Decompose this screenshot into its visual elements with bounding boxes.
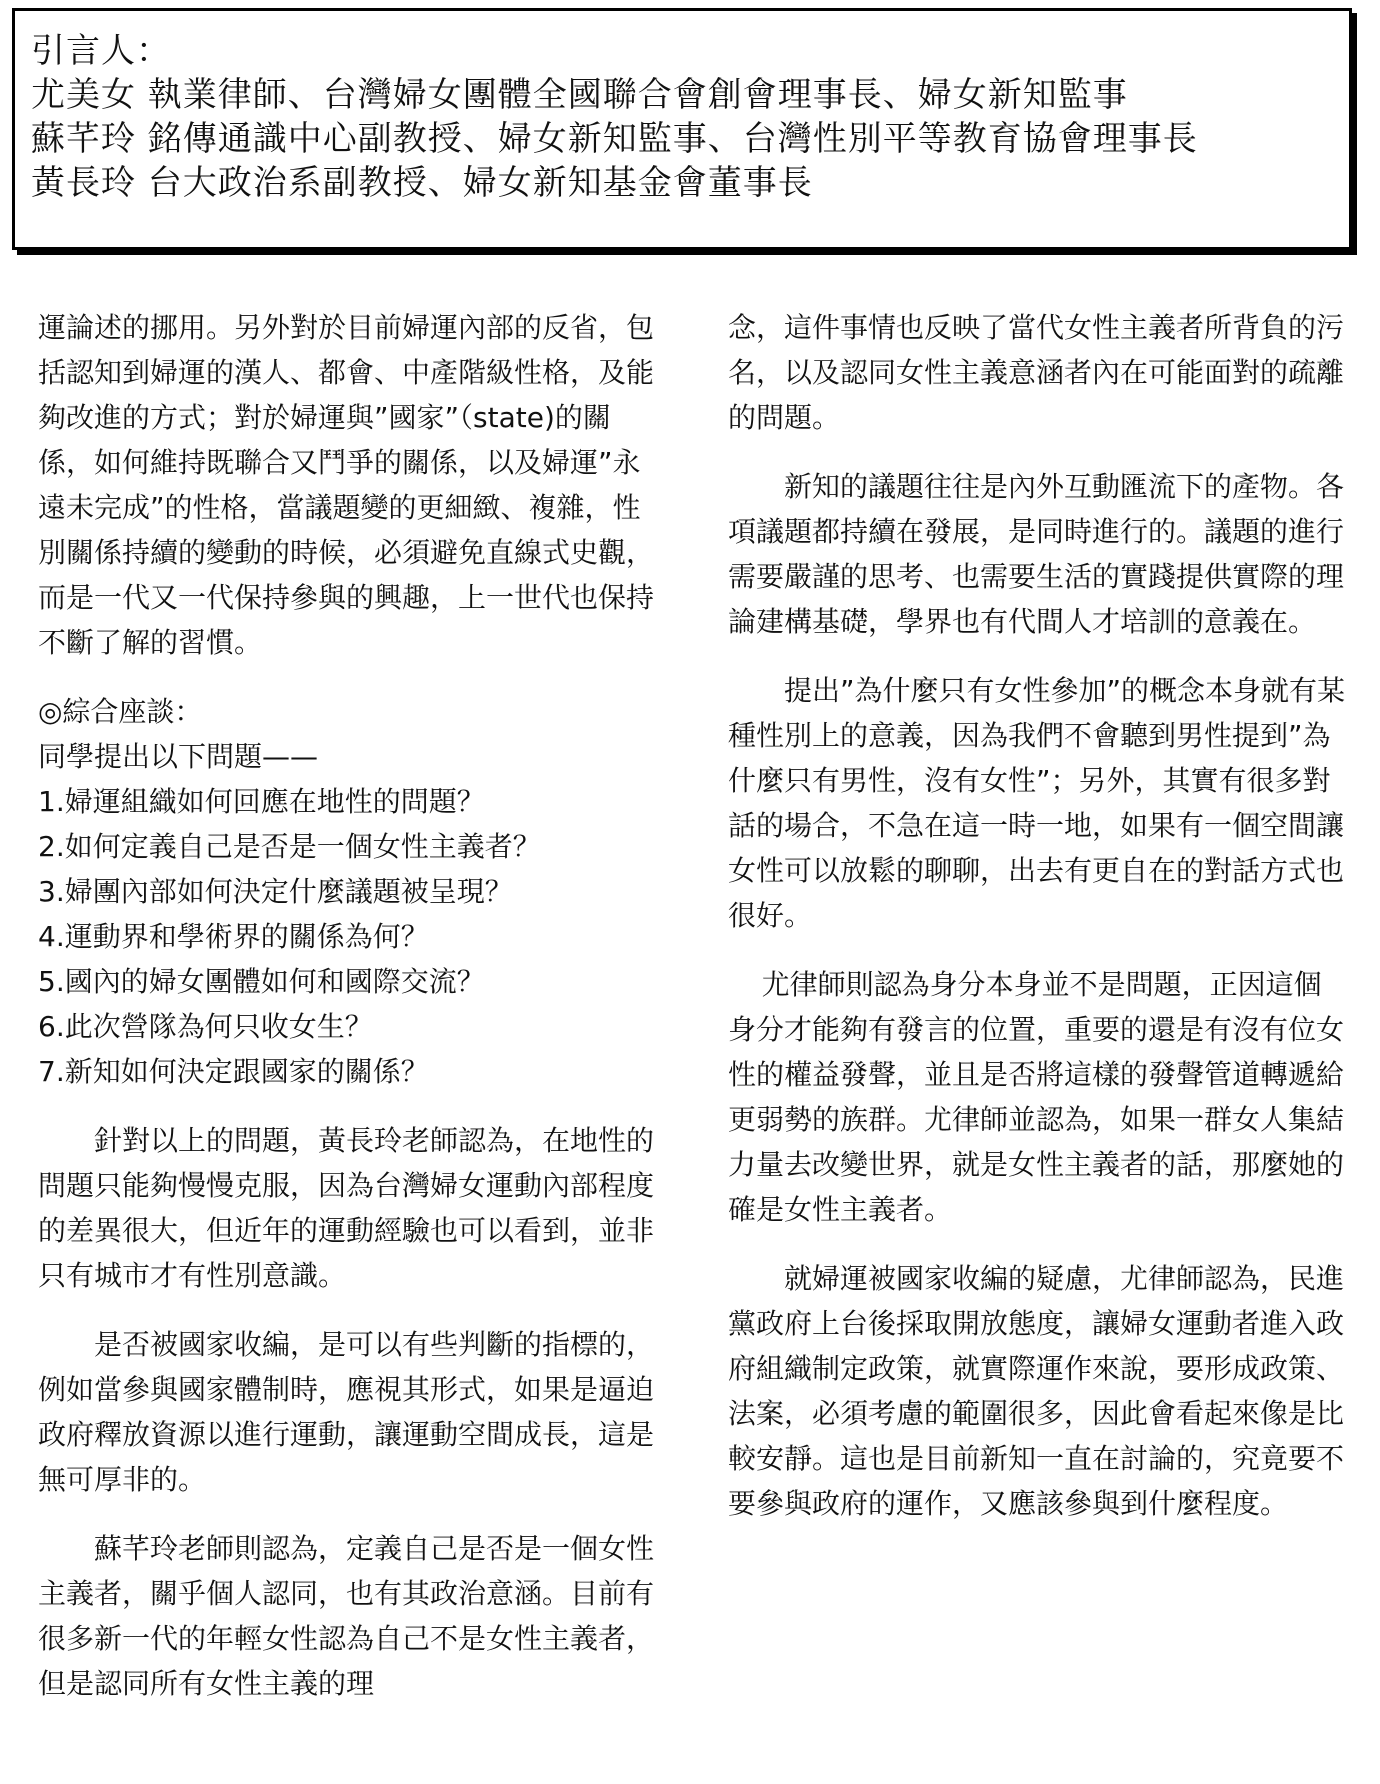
question-item: 5.國內的婦女團體如何和國際交流？: [38, 965, 485, 998]
left-column: [38, 305, 658, 1730]
speaker-2: 蘇芊玲 銘傳通識中心副教授、婦女新知監事、台灣性別平等教育協會理事長: [31, 119, 1198, 159]
right-paragraph-5: 就婦運被國家收編的疑慮，尤律師認為，民進黨政府上台後採取開放態度，讓婦女運動者進入政府組織制定政策，就實際運作來說，要形成政策、法案，必須考慮的範圍很多，因此會看起來像是比較安靜。這也是目前新知一直在討論的，究竟要不要參與政府的運作，又應該參與到什麼程度。: [728, 1262, 1345, 1520]
question-item: 4.運動界和學術界的關係為何？: [38, 920, 429, 953]
question-item: 6.此次營隊為何只收女生？: [38, 1010, 373, 1043]
left-paragraph-1: 運論述的挪用。另外對於目前婦運內部的反省，包括認知到婦運的漢人、都會、中產階級性格，及能夠改進的方式；對於婦運與”國家”（state)的關係，如何維持既聯合又鬥爭的關係，以及婦運”永遠未完成”的性格，當議題變的更細緻、複雜，性別關係持續的變動的時候，必須避免直線式史觀，而是一代又一代保持參與的興趣，上一世代也保持不斷了解的習慣。: [38, 311, 655, 659]
right-paragraph-1: 念，這件事情也反映了當代女性主義者所背負的污名，以及認同女性主義意涵者內在可能面對的疏離的問題。: [728, 311, 1345, 434]
questions-list: [38, 779, 658, 1094]
speakers-box: [12, 8, 1352, 250]
right-paragraph-2: 新知的議題往往是內外互動匯流下的產物。各項議題都持續在發展，是同時進行的。議題的進行需要嚴謹的思考、也需要生活的實踐提供實際的理論建構基礎，學界也有代間人才培訓的意義在。: [728, 470, 1345, 638]
question-item: 1.婦運組織如何回應在地性的問題？: [38, 785, 485, 818]
left-paragraph-3: 是否被國家收編，是可以有些判斷的指標的，例如當參與國家體制時，應視其形式，如果是逼迫政府釋放資源以進行運動，讓運動空間成長，這是無可厚非的。: [38, 1328, 655, 1496]
right-column: [728, 305, 1348, 1550]
left-paragraph-4: 蘇芊玲老師則認為，定義自己是否是一個女性主義者，關乎個人認同，也有其政治意涵。目前有很多新一代的年輕女性認為自己不是女性主義者，但是認同所有女性主義的理: [38, 1532, 655, 1700]
left-paragraph-2: 針對以上的問題，黃長玲老師認為，在地性的問題只能夠慢慢克服，因為台灣婦女運動內部程度的差異很大，但近年的運動經驗也可以看到，並非只有城市才有性別意識。: [38, 1124, 655, 1292]
section-title: ◎綜合座談：: [38, 695, 203, 728]
speakers-content: [31, 29, 1339, 205]
questions-intro: 同學提出以下問題——: [38, 740, 319, 773]
question-item: 7.新知如何決定跟國家的關係？: [38, 1055, 429, 1088]
right-paragraph-3: 提出”為什麼只有女性參加”的概念本身就有某種性別上的意義，因為我們不會聽到男性提到”為什麼只有男性，沒有女性”；另外，其實有很多對話的場合，不急在這一時一地，如果有一個空間讓女性可以放鬆的聊聊，出去有更自在的對話方式也很好。: [728, 674, 1346, 932]
question-item: 3.婦團內部如何決定什麼議題被呈現？: [38, 875, 513, 908]
speaker-3: 黃長玲 台大政治系副教授、婦女新知基金會董事長: [31, 163, 813, 203]
question-item: 2.如何定義自己是否是一個女性主義者？: [38, 830, 541, 863]
speakers-title: 引言人：: [31, 31, 171, 71]
right-paragraph-4: 尤律師則認為身分本身並不是問題，正因這個身分才能夠有發言的位置，重要的還是有沒有位女性的權益發聲，並且是否將這樣的發聲管道轉遞給更弱勢的族群。尤律師並認為，如果一群女人集結力量去改變世界，就是女性主義者的話，那麼她的確是女性主義者。: [728, 968, 1345, 1226]
speaker-1: 尤美女 執業律師、台灣婦女團體全國聯合會創會理事長、婦女新知監事: [31, 75, 1128, 115]
